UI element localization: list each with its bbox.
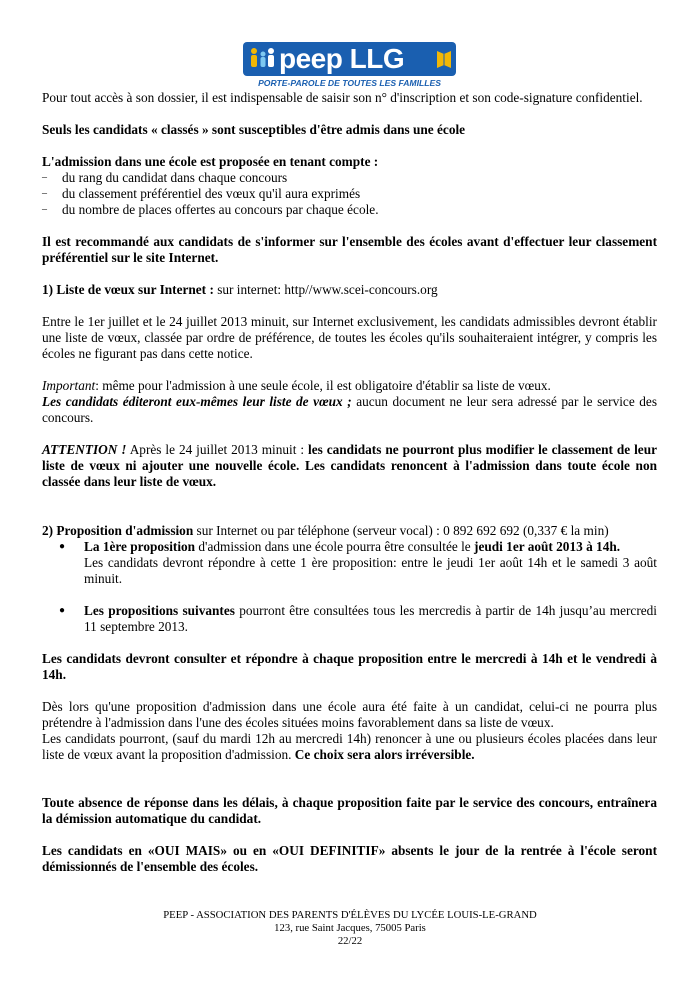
section1-paragraph: Entre le 1er juillet et le 24 juillet 2013 minuit, sur Internet exclusivement, les candidats admissibles devront établir une liste de vœux, classée par ordre de préférence, de toutes les écoles qu'ils souhaiteraient intégrer, y compris les écoles ne figurant pas dans cette notice. <box>42 314 657 361</box>
consult-paragraph: Les candidats devront consulter et répondre à chaque proposition entre le mercredi à 14h et le vendredi à 14h. <box>42 651 657 682</box>
first-proposal-response: Les candidats devront répondre à cette 1 ère proposition: entre le jeudi 1er août 14h et le samedi 3 août minuit. <box>84 555 657 586</box>
section2-title: 2) Proposition d'admission <box>42 523 194 538</box>
section1-heading <box>42 282 657 298</box>
list-item <box>42 603 657 635</box>
important-label: Important <box>42 378 96 393</box>
logo-name: peep LLG <box>279 43 405 74</box>
absence-paragraph: Toute absence de réponse dans les délais, à chaque proposition faite par le service des concours, entraînera la démission automatique du candidat. <box>42 795 657 826</box>
admission-criteria-list <box>42 170 657 218</box>
oui-mais-paragraph: Les candidats en «OUI MAIS» ou en «OUI DEFINITIF» absents le jour de la rentrée à l'école seront démissionnés de l'ensemble des écoles. <box>42 843 657 874</box>
admission-rules-paragraph <box>42 699 657 763</box>
edit-list-text: aucun document ne leur sera adressé par le service des concours. <box>42 394 657 425</box>
page-content <box>42 90 657 875</box>
peep-logo <box>243 42 456 90</box>
footer-address: 123, rue Saint Jacques, 75005 Paris <box>274 922 426 934</box>
logo-tagline: PORTE-PAROLE DE TOUTES LES FAMILLES <box>258 78 441 88</box>
rules-line-2: Les candidats pourront, (sauf du mardi 12h au mercredi 14h) renoncer à une ou plusieurs écoles placées dans leur liste de vœux avant la proposition d'admission. <box>42 731 657 762</box>
attention-date: Après le 24 juillet 2013 minuit : <box>126 442 309 457</box>
list-item: – du classement préférentiel des vœux qu'il aura exprimés <box>42 186 657 202</box>
list-item: – du rang du candidat dans chaque concours <box>42 170 657 186</box>
book-icon <box>436 48 452 70</box>
admission-heading: L'admission dans une école est proposée en tenant compte : <box>42 154 379 169</box>
recommendation-paragraph: Il est recommandé aux candidats de s'informer sur l'ensemble des écoles avant d'effectuer leur classement préférentiel sur le site Internet. <box>42 234 657 265</box>
important-text: : même pour l'admission à une seule école, il est obligatoire d'établir sa liste de vœux. <box>95 378 551 393</box>
intro-paragraph: Pour tout accès à son dossier, il est indispensable de saisir son n° d'inscription et son code-signature confidentiel. <box>42 90 643 105</box>
logo-banner <box>243 42 456 76</box>
next-proposals-text: pourront être consultées tous les mercredis à partir de 14h jusqu’au mercredi 11 septembre 2013. <box>84 603 658 634</box>
list-item <box>42 539 657 587</box>
first-proposal-date: jeudi 1er août 2013 à 14h. <box>474 539 621 554</box>
rules-line-1: Dès lors qu'une proposition d'admission dans une école aura été faite à un candidat, celui-ci ne pourra plus prétendre à l'admission dans l'une des écoles situées moins favorablement dans sa liste de vœux. <box>42 699 657 730</box>
first-proposal-label: La 1ère proposition <box>84 539 196 554</box>
section2-phone: sur Internet ou par téléphone (serveur vocal) : 0 892 692 692 (0,337 € la min) <box>193 523 609 538</box>
family-figures-icon <box>248 46 276 72</box>
first-proposal-text: d'admission dans une école pourra être consultée le <box>195 539 475 554</box>
important-note <box>42 378 657 426</box>
edit-list-bold: Les candidats éditeront eux-mêmes leur liste de vœux ; <box>42 394 352 409</box>
page-number: 22/22 <box>337 935 363 947</box>
irreversible-note: Ce choix sera alors irréversible. <box>291 747 475 762</box>
section1-website: sur internet: http//www.scei-concours.org <box>213 282 438 297</box>
proposals-list <box>42 539 657 635</box>
attention-paragraph <box>42 442 657 490</box>
section1-title: 1) Liste de vœux sur Internet : <box>42 282 214 297</box>
list-item: – du nombre de places offertes au concours par chaque école. <box>42 202 657 218</box>
next-proposals-label: Les propositions suivantes <box>84 603 235 618</box>
classes-note: Seuls les candidats « classés » sont susceptibles d'être admis dans une école <box>42 122 466 137</box>
attention-label: ATTENTION ! <box>42 442 127 457</box>
footer-association: PEEP - ASSOCIATION DES PARENTS D'ÉLÈVES DU LYCÉE LOUIS-LE-GRAND <box>163 909 537 921</box>
section2-heading <box>42 523 657 539</box>
page-footer <box>0 909 700 948</box>
attention-text: les candidats ne pourront plus modifier le classement de leur liste de vœux ni ajouter une nouvelle école. Les candidats renoncent à l'admission dans toute école non classée dans leur liste de vœux. <box>42 442 657 489</box>
